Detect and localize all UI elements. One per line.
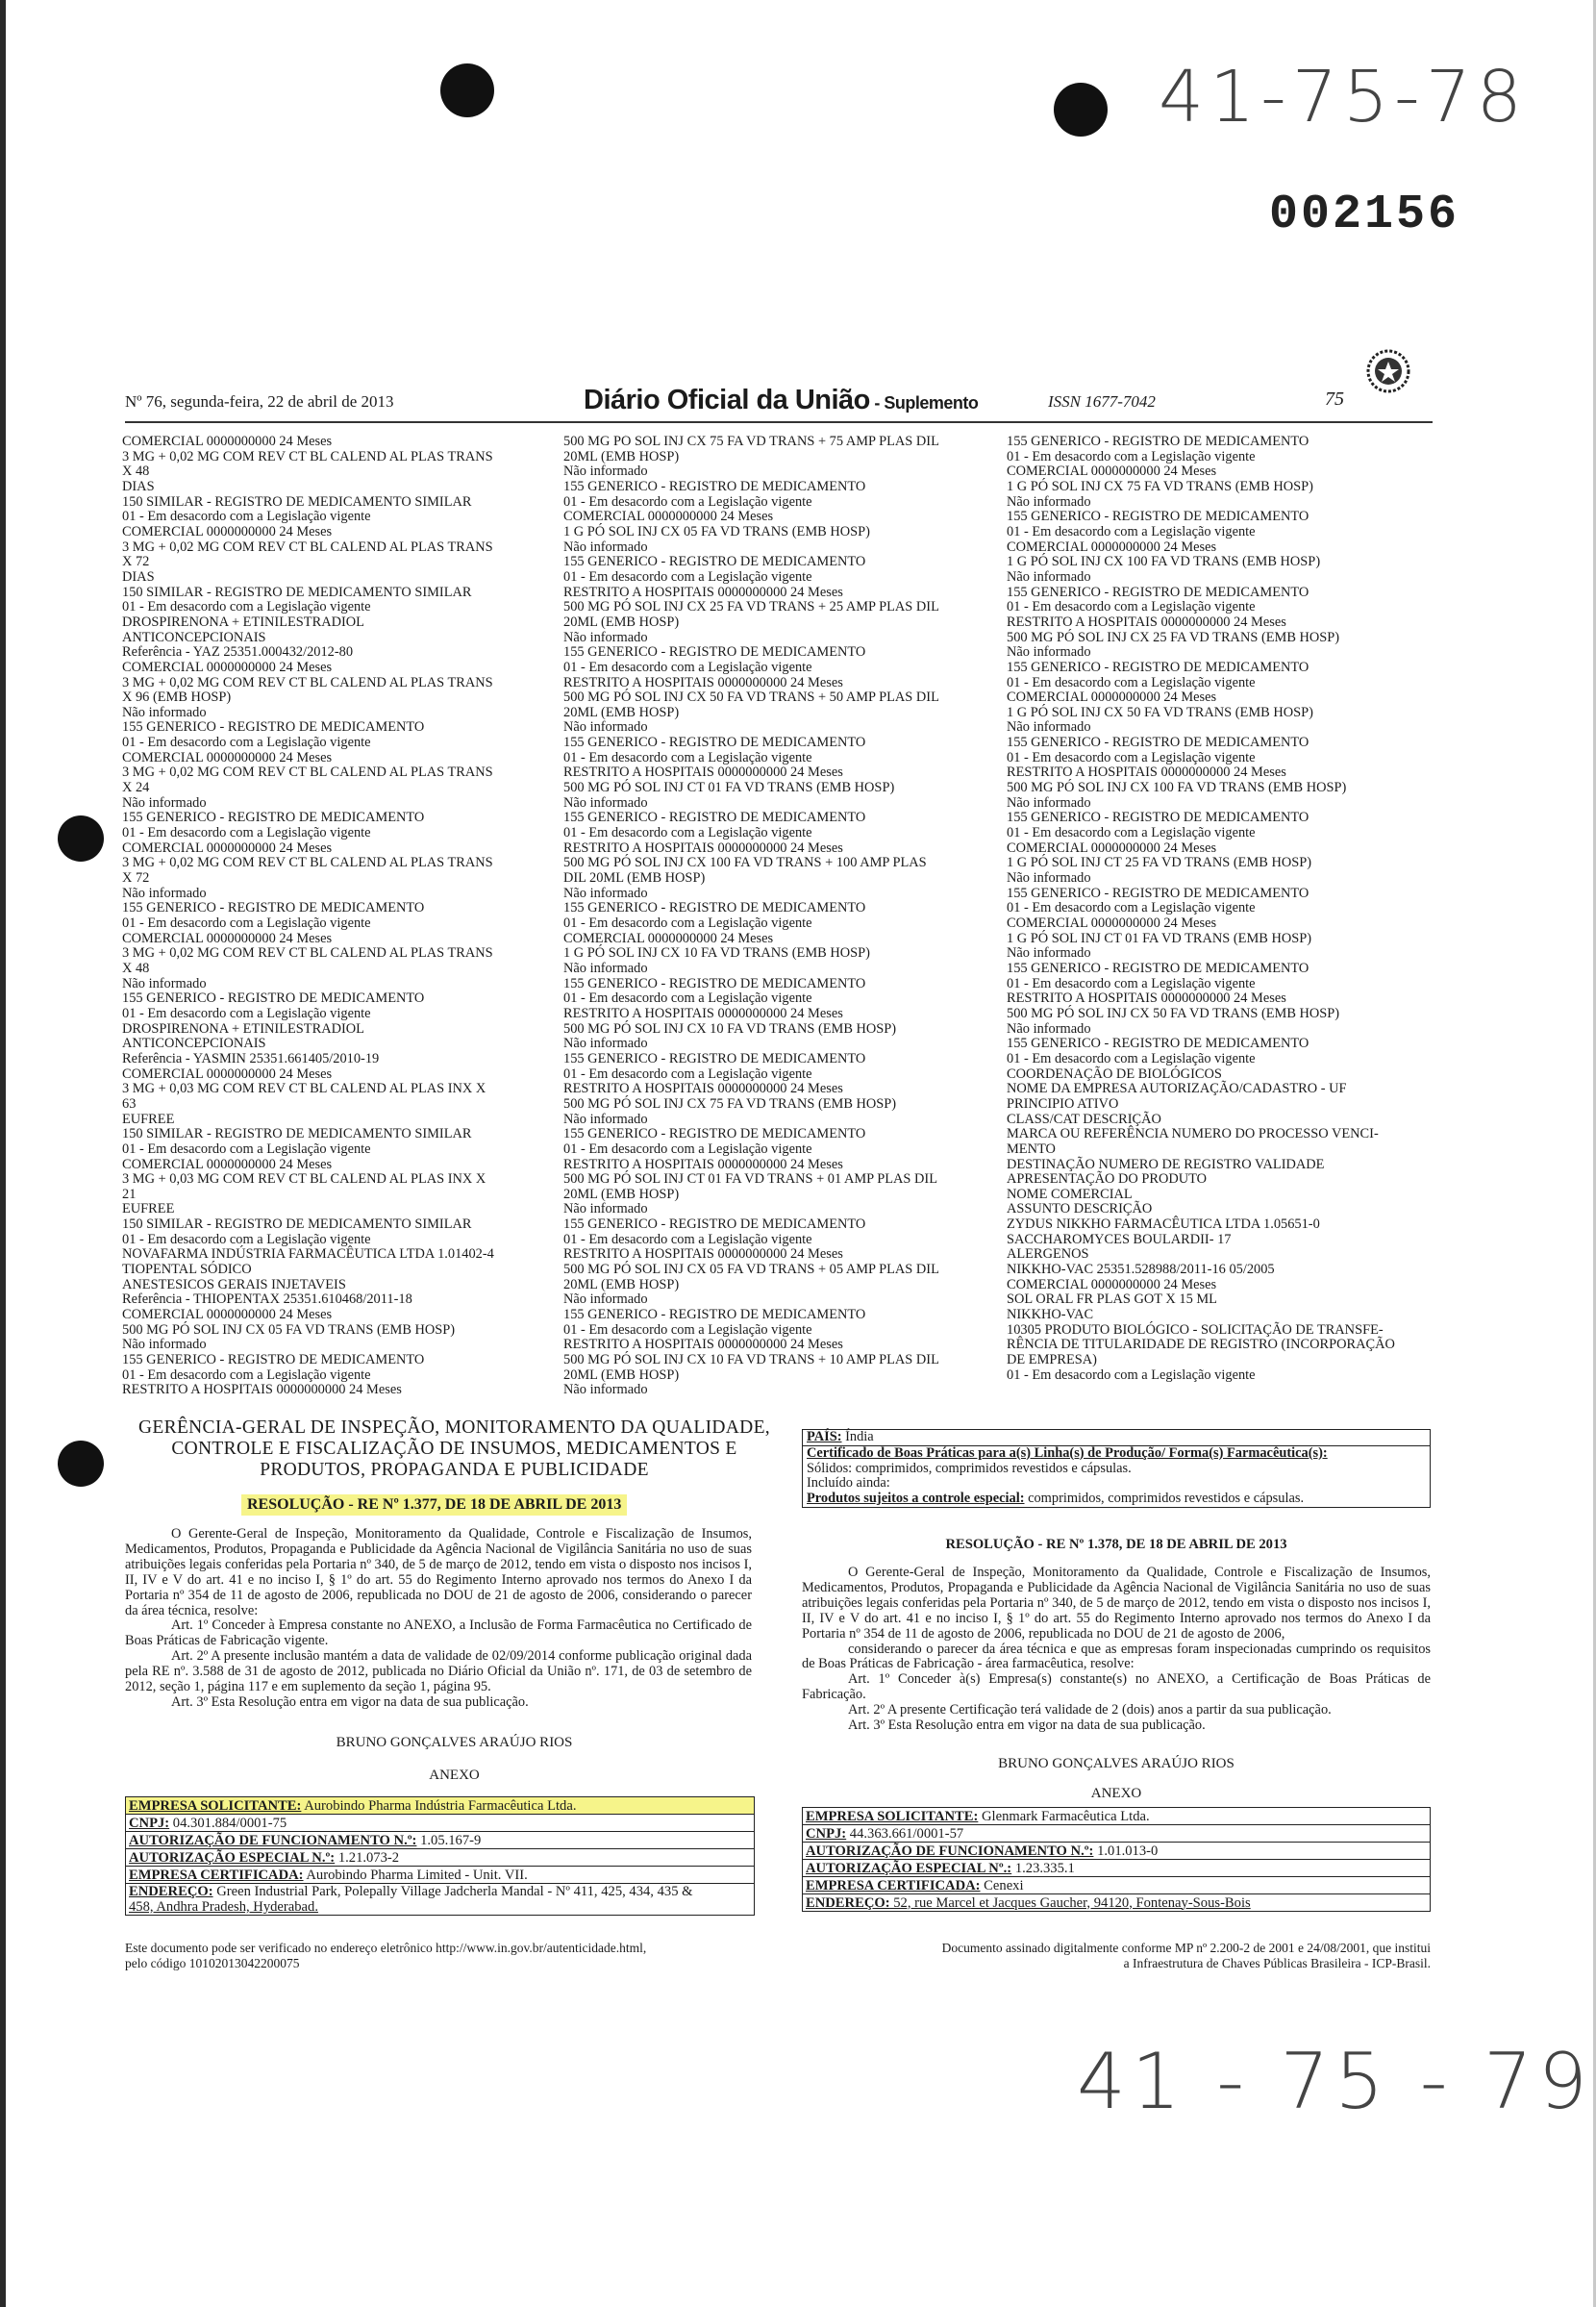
punch-hole <box>440 63 494 117</box>
listing-line: 01 - Em desacordo com a Legislação vigente <box>122 1141 371 1157</box>
listing-line: 01 - Em desacordo com a Legislação vigente <box>122 509 371 525</box>
listing-line: SACCHAROMYCES BOULARDII- 17 <box>1007 1231 1232 1247</box>
annex-row <box>803 1894 1431 1912</box>
listing-line: 500 MG PÓ SOL INJ CX 25 FA VD TRANS + 25 AMP PLAS DIL <box>563 599 939 615</box>
listing-line: 63 <box>122 1095 137 1112</box>
issn: ISSN 1677-7042 <box>1048 392 1156 411</box>
listing-line: 3 MG + 0,03 MG COM REV CT BL CALEND AL PLAS INX X <box>122 1081 486 1097</box>
controlled-row <box>802 1492 1431 1508</box>
listing-line: 155 GENERICO - REGISTRO DE MEDICAMENTO <box>1007 810 1309 826</box>
footer-line: Documento assinado digitalmente conforme MP nº 2.200-2 de 2001 e 24/08/2001, que institui <box>941 1941 1431 1955</box>
listing-line: 01 - Em desacordo com a Legislação vigente <box>1007 825 1256 841</box>
field-value: Aurobindo Pharma Indústria Farmacêutica Ltda. <box>301 1797 577 1814</box>
listing-line: RESTRITO A HOSPITAIS 0000000000 24 Meses <box>563 1156 843 1172</box>
listing-line: 1 G PÓ SOL INJ CX 50 FA VD TRANS (EMB HOSP) <box>1007 704 1313 720</box>
annex-row <box>803 1843 1431 1860</box>
listing-line: COMERCIAL 0000000000 24 Meses <box>1007 539 1217 555</box>
listing-line: 500 MG PÓ SOL INJ CX 75 FA VD TRANS (EMB HOSP) <box>563 1095 897 1112</box>
listing-line: 155 GENERICO - REGISTRO DE MEDICAMENTO <box>563 900 866 916</box>
listing-line: 01 - Em desacordo com a Legislação vigente <box>563 493 812 510</box>
field-value: Green Industrial Park, Polepally Village Jadcherla Mandal - Nº 411, 425, 434, 435 & <box>212 1884 693 1899</box>
listing-line: 1 G PÓ SOL INJ CX 10 FA VD TRANS (EMB HOSP) <box>563 945 870 962</box>
listing-line: Não informado <box>563 1291 648 1308</box>
listing-line: 155 GENERICO - REGISTRO DE MEDICAMENTO <box>563 554 866 570</box>
signer-1: BRUNO GONÇALVES ARAÚJO RIOS <box>336 1735 573 1750</box>
header-rule <box>125 421 1433 423</box>
field-value: Aurobindo Pharma Limited - Unit. VII. <box>303 1867 528 1883</box>
footer-verification <box>125 1941 702 1971</box>
listing-line: DIAS <box>122 568 155 585</box>
listing-line: Não informado <box>1007 719 1091 736</box>
field-value: 1.05.167-9 <box>416 1832 482 1848</box>
field-label: AUTORIZAÇÃO DE FUNCIONAMENTO N.º: <box>129 1832 417 1848</box>
listing-line: 01 - Em desacordo com a Legislação vigente <box>563 915 812 931</box>
listing-line: Não informado <box>563 1201 648 1217</box>
listing-line: 155 GENERICO - REGISTRO DE MEDICAMENTO <box>1007 509 1309 525</box>
listing-line: 01 - Em desacordo com a Legislação vigente <box>122 599 371 615</box>
listing-line: 500 MG PÓ SOL INJ CX 10 FA VD TRANS (EMB HOSP) <box>563 1020 897 1037</box>
listing-line: COMERCIAL 0000000000 24 Meses <box>1007 464 1217 480</box>
listing-line: 10305 PRODUTO BIOLÓGICO - SOLICITAÇÃO DE TRANSFE- <box>1007 1321 1384 1338</box>
listing-line: RESTRITO A HOSPITAIS 0000000000 24 Meses <box>563 840 843 856</box>
listing-line: Referência - YAZ 25351.000432/2012-80 <box>122 644 354 661</box>
listing-line: Não informado <box>1007 945 1091 962</box>
field-value: 44.363.661/0001-57 <box>846 1825 964 1842</box>
listing-line: 20ML (EMB HOSP) <box>563 448 680 464</box>
listing-line: RESTRITO A HOSPITAIS 0000000000 24 Meses <box>563 1337 843 1353</box>
listing-line: MENTO <box>1007 1141 1056 1157</box>
listing-line: 155 GENERICO - REGISTRO DE MEDICAMENTO <box>563 1050 866 1066</box>
listing-line: 150 SIMILAR - REGISTRO DE MEDICAMENTO SIMILAR <box>122 1126 472 1142</box>
listing-line: 01 - Em desacordo com a Legislação vigente <box>122 1367 371 1383</box>
field-label: AUTORIZAÇÃO ESPECIAL N.º: <box>129 1849 336 1866</box>
punch-hole <box>58 1441 104 1487</box>
title-suffix: - Suplemento <box>869 393 979 413</box>
field-label: CNPJ: <box>129 1815 170 1831</box>
listing-line: 01 - Em desacordo com a Legislação vigente <box>1007 523 1256 539</box>
paragraph: Art. 3º Esta Resolução entra em vigor na data de sua publicação. <box>171 1693 529 1710</box>
field-label: ENDEREÇO: <box>129 1884 213 1899</box>
footer-digital-signature <box>846 1941 1431 1971</box>
listing-line: EUFREE <box>122 1201 175 1217</box>
listing-line: 20ML (EMB HOSP) <box>563 1276 680 1292</box>
field-value: 52, rue Marcel et Jacques Gaucher, 94120, Fontenay-Sous-Bois <box>889 1894 1251 1911</box>
listing-line: COMERCIAL 0000000000 24 Meses <box>122 523 333 539</box>
section-title: GERÊNCIA-GERAL DE INSPEÇÃO, MONITORAMENTO DA QUALIDADE, CONTROLE E FISCALIZAÇÃO DE INSUMOS, MEDICAMENTOS E PRODUTOS, PROPAGANDA E PUBLICIDADE <box>138 1417 770 1480</box>
listing-line: COMERCIAL 0000000000 24 Meses <box>1007 840 1217 856</box>
punch-hole <box>1054 83 1108 137</box>
listing-line: 01 - Em desacordo com a Legislação vigente <box>122 915 371 931</box>
listing-line: 155 GENERICO - REGISTRO DE MEDICAMENTO <box>1007 584 1309 600</box>
field-value: Índia <box>841 1429 874 1444</box>
listing-line: Não informado <box>1007 644 1091 661</box>
annex-heading-1: ANEXO <box>429 1768 480 1783</box>
listing-line: 1 G PÓ SOL INJ CT 25 FA VD TRANS (EMB HOSP) <box>1007 855 1312 871</box>
listing-column-2 <box>563 435 986 1398</box>
annex-row <box>803 1825 1431 1843</box>
handwritten-top-ref: 41-75-78 <box>1159 56 1528 138</box>
listing-line: RESTRITO A HOSPITAIS 0000000000 24 Meses <box>563 1005 843 1021</box>
listing-line: Não informado <box>122 1337 207 1353</box>
listing-line: 01 - Em desacordo com a Legislação vigente <box>563 991 812 1007</box>
listing-line: 500 MG PÓ SOL INJ CX 100 FA VD TRANS + 100 AMP PLAS <box>563 855 927 871</box>
handwritten-bottom-ref: 41 - 75 - 79 <box>1077 2037 1593 2126</box>
listing-line: DIAS <box>122 478 155 494</box>
listing-line: 3 MG + 0,02 MG COM REV CT BL CALEND AL PLAS TRANS <box>122 539 493 555</box>
listing-line: X 48 <box>122 960 150 976</box>
listing-line: 01 - Em desacordo com a Legislação vigente <box>1007 900 1256 916</box>
listing-line: 500 MG PÓ SOL INJ CT 01 FA VD TRANS + 01 AMP PLAS DIL <box>563 1171 938 1188</box>
field-value: Glenmark Farmacêutica Ltda. <box>978 1808 1150 1824</box>
listing-line: 500 MG PÓ SOL INJ CX 50 FA VD TRANS + 50 AMP PLAS DIL <box>563 690 939 706</box>
listing-line: 155 GENERICO - REGISTRO DE MEDICAMENTO <box>1007 885 1309 901</box>
listing-line: COMERCIAL 0000000000 24 Meses <box>122 749 333 765</box>
listing-line: SOL ORAL FR PLAS GOT X 15 ML <box>1007 1291 1217 1308</box>
punch-hole <box>58 815 104 862</box>
listing-line: Não informado <box>1007 568 1091 585</box>
field-label: EMPRESA CERTIFICADA: <box>806 1877 981 1893</box>
listing-line: 155 GENERICO - REGISTRO DE MEDICAMENTO <box>122 900 425 916</box>
solids-row: Sólidos: comprimidos, comprimidos revestidos e cápsulas. <box>802 1462 1431 1477</box>
listing-line: Não informado <box>1007 870 1091 887</box>
listing-line: Não informado <box>563 539 648 555</box>
listing-line: 500 MG PÓ SOL INJ CX 100 FA VD TRANS (EMB HOSP) <box>1007 780 1347 796</box>
listing-line: NOME COMERCIAL <box>1007 1186 1133 1202</box>
listing-line: RÊNCIA DE TITULARIDADE DE REGISTRO (INCORPORAÇÃO <box>1007 1337 1395 1353</box>
title-main: Diário Oficial da União <box>584 385 870 415</box>
listing-line: 01 - Em desacordo com a Legislação vigente <box>563 659 812 675</box>
listing-line: PRINCIPIO ATIVO <box>1007 1095 1119 1112</box>
listing-line: 3 MG + 0,02 MG COM REV CT BL CALEND AL PLAS TRANS <box>122 945 493 962</box>
listing-line: RESTRITO A HOSPITAIS 0000000000 24 Meses <box>563 1246 843 1263</box>
listing-line: 20ML (EMB HOSP) <box>563 1186 680 1202</box>
annex-heading-2: ANEXO <box>1090 1786 1142 1801</box>
listing-line: Não informado <box>122 885 207 901</box>
listing-line: 500 MG PÓ SOL INJ CX 10 FA VD TRANS + 10 AMP PLAS DIL <box>563 1352 939 1368</box>
listing-line: 155 GENERICO - REGISTRO DE MEDICAMENTO <box>122 810 425 826</box>
listing-line: COMERCIAL 0000000000 24 Meses <box>122 1307 333 1323</box>
resolution-1378-body <box>802 1566 1431 1734</box>
listing-line: 500 MG PÓ SOL INJ CT 01 FA VD TRANS (EMB HOSP) <box>563 780 895 796</box>
listing-line: Não informado <box>563 1036 648 1052</box>
listing-line: NIKKHO-VAC 25351.528988/2011-16 05/2005 <box>1007 1262 1275 1278</box>
listing-line: RESTRITO A HOSPITAIS 0000000000 24 Meses <box>122 1382 402 1398</box>
listing-line: 01 - Em desacordo com a Legislação vigente <box>1007 1367 1256 1383</box>
listing-line: 500 MG PÓ SOL INJ CX 05 FA VD TRANS + 05 AMP PLAS DIL <box>563 1262 939 1278</box>
listing-line: COMERCIAL 0000000000 24 Meses <box>122 930 333 946</box>
listing-line: Não informado <box>563 794 648 811</box>
listing-line: EUFREE <box>122 1111 175 1127</box>
listing-line: NOME DA EMPRESA AUTORIZAÇÃO/CADASTRO - UF <box>1007 1081 1347 1097</box>
paragraph: Art. 1º Conceder à(s) Empresa(s) constante(s) no ANEXO, a Certificação de Boas Práticas de Fabricação. <box>802 1671 1431 1703</box>
listing-line: COORDENAÇÃO DE BIOLÓGICOS <box>1007 1066 1222 1082</box>
listing-line: RESTRITO A HOSPITAIS 0000000000 24 Meses <box>1007 614 1286 630</box>
listing-line: ANTICONCEPCIONAIS <box>122 629 266 645</box>
listing-line: 155 GENERICO - REGISTRO DE MEDICAMENTO <box>122 1352 425 1368</box>
listing-line: 01 - Em desacordo com a Legislação vigente <box>563 1066 812 1082</box>
listing-line: 20ML (EMB HOSP) <box>563 1367 680 1383</box>
listing-line: Não informado <box>122 975 207 991</box>
listing-line: ANTICONCEPCIONAIS <box>122 1036 266 1052</box>
listing-line: DIL 20ML (EMB HOSP) <box>563 870 706 887</box>
listing-line: 155 GENERICO - REGISTRO DE MEDICAMENTO <box>563 1307 866 1323</box>
listing-line: 01 - Em desacordo com a Legislação vigente <box>1007 975 1256 991</box>
field-value: 04.301.884/0001-75 <box>169 1815 287 1831</box>
listing-line: Não informado <box>563 885 648 901</box>
listing-line: ASSUNTO DESCRIÇÃO <box>1007 1201 1153 1217</box>
field-value: 1.21.073-2 <box>335 1849 400 1866</box>
listing-line: Não informado <box>1007 1020 1091 1037</box>
listing-line: 1 G PÓ SOL INJ CX 05 FA VD TRANS (EMB HOSP) <box>563 523 870 539</box>
listing-line: 01 - Em desacordo com a Legislação vigente <box>122 735 371 751</box>
listing-line: ZYDUS NIKKHO FARMACÊUTICA LTDA 1.05651-0 <box>1007 1216 1320 1233</box>
field-label: EMPRESA CERTIFICADA: <box>129 1867 304 1883</box>
annex-row <box>126 1797 755 1815</box>
listing-line: 150 SIMILAR - REGISTRO DE MEDICAMENTO SIMILAR <box>122 584 472 600</box>
listing-line: 155 GENERICO - REGISTRO DE MEDICAMENTO <box>563 644 866 661</box>
resolution-1377-body <box>125 1527 752 1711</box>
field-value: Cenexi <box>980 1877 1024 1893</box>
field-value: 1.01.013-0 <box>1093 1843 1159 1859</box>
annex-row <box>126 1832 755 1849</box>
paragraph: O Gerente-Geral de Inspeção, Monitoramento da Qualidade, Controle e Fiscalização de Insumos, Medicamentos, Produtos, Propaganda e Publicidade da Agência Nacional de Vigilância Sanitária no uso de suas atribuições legais conferidas pela Portaria nº 340, de 5 de março de 2012, tendo em vista o disposto nos incisos I, II, IV e V do art. 41 e no inciso I, § 1º do art. 55 do Regimento Interno aprovado nos termos do Anexo I da Portaria nº 354 de 11 de agosto de 2006, republicada no DOU de 21 de agosto de 2006, considerando o parecer da área técnica, resolve: <box>125 1526 752 1618</box>
listing-line: RESTRITO A HOSPITAIS 0000000000 24 Meses <box>563 765 843 781</box>
country-block <box>802 1429 1431 1508</box>
listing-line: NIKKHO-VAC <box>1007 1307 1094 1323</box>
paragraph: Art. 3º Esta Resolução entra em vigor na data de sua publicação. <box>848 1718 1206 1734</box>
listing-line: 01 - Em desacordo com a Legislação vigente <box>563 1321 812 1338</box>
listing-line: X 24 <box>122 780 150 796</box>
annex-row <box>803 1860 1431 1877</box>
listing-line: 3 MG + 0,02 MG COM REV CT BL CALEND AL PLAS TRANS <box>122 855 493 871</box>
listing-line: 3 MG + 0,03 MG COM REV CT BL CALEND AL PLAS INX X <box>122 1171 486 1188</box>
listing-line: 01 - Em desacordo com a Legislação vigente <box>1007 1050 1256 1066</box>
annex-row <box>126 1884 755 1916</box>
field-label: AUTORIZAÇÃO DE FUNCIONAMENTO N.º: <box>806 1843 1094 1859</box>
listing-line: 155 GENERICO - REGISTRO DE MEDICAMENTO <box>563 735 866 751</box>
newspaper-title <box>584 385 978 416</box>
field-value: 1.23.335.1 <box>1011 1860 1075 1876</box>
listing-line: APRESENTAÇÃO DO PRODUTO <box>1007 1171 1208 1188</box>
listing-line: 155 GENERICO - REGISTRO DE MEDICAMENTO <box>122 991 425 1007</box>
listing-line: COMERCIAL 0000000000 24 Meses <box>563 930 774 946</box>
footer-line: a Infraestrutura de Chaves Públicas Brasileira - ICP-Brasil. <box>1123 1956 1431 1970</box>
listing-line: MARCA OU REFERÊNCIA NUMERO DO PROCESSO VENCI- <box>1007 1126 1379 1142</box>
stamp-number: 002156 <box>1269 188 1460 242</box>
listing-line: 500 MG PÓ SOL INJ CX 25 FA VD TRANS (EMB HOSP) <box>1007 629 1340 645</box>
field-label: ENDEREÇO: <box>806 1894 890 1911</box>
paragraph: Art. 2º A presente inclusão mantém a data de validade de 02/09/2014 conforme publicação original dada pela RE nº. 3.588 de 31 de agosto de 2012, publicada no Diário Oficial da União nº. 171, de 03 de setembro de 2012, seção 1, página 117 e em suplemento da seção 1, página 95. <box>125 1648 752 1695</box>
listing-line: Não informado <box>122 794 207 811</box>
listing-line: X 96 (EMB HOSP) <box>122 690 232 706</box>
listing-line: 01 - Em desacordo com a Legislação vigente <box>1007 599 1256 615</box>
listing-line: Referência - THIOPENTAX 25351.610468/2011-18 <box>122 1291 412 1308</box>
national-seal-icon <box>1365 348 1411 394</box>
field-label: EMPRESA SOLICITANTE: <box>129 1797 302 1814</box>
listing-line: Não informado <box>563 960 648 976</box>
listing-line: 155 GENERICO - REGISTRO DE MEDICAMENTO <box>1007 735 1309 751</box>
listing-line: 01 - Em desacordo com a Legislação vigente <box>563 568 812 585</box>
resolution-1378-title: RESOLUÇÃO - RE Nº 1.378, DE 18 DE ABRIL DE 2013 <box>945 1537 1287 1552</box>
listing-line: 01 - Em desacordo com a Legislação vigente <box>122 1231 371 1247</box>
listing-line: 155 GENERICO - REGISTRO DE MEDICAMENTO <box>122 719 425 736</box>
listing-line: 20ML (EMB HOSP) <box>563 704 680 720</box>
listing-line: Referência - YASMIN 25351.661405/2010-19 <box>122 1050 380 1066</box>
listing-column-3 <box>1007 435 1428 1383</box>
resolution-1377-title: RESOLUÇÃO - RE Nº 1.377, DE 18 DE ABRIL DE 2013 <box>241 1494 627 1516</box>
listing-line: COMERCIAL 0000000000 24 Meses <box>122 659 333 675</box>
field-label: AUTORIZAÇÃO ESPECIAL Nº.: <box>806 1860 1012 1876</box>
listing-line: 500 MG PÓ SOL INJ CX 05 FA VD TRANS (EMB HOSP) <box>122 1321 456 1338</box>
field-value: 458, Andhra Pradesh, Hyderabad. <box>129 1899 318 1915</box>
annex-row <box>126 1849 755 1867</box>
listing-line: COMERCIAL 0000000000 24 Meses <box>1007 690 1217 706</box>
listing-line: COMERCIAL 0000000000 24 Meses <box>122 840 333 856</box>
listing-line: COMERCIAL 0000000000 24 Meses <box>122 1156 333 1172</box>
listing-line: 3 MG + 0,02 MG COM REV CT BL CALEND AL PLAS TRANS <box>122 765 493 781</box>
annex-row <box>803 1877 1431 1894</box>
listing-column-1 <box>122 435 542 1398</box>
listing-line: 21 <box>122 1186 137 1202</box>
listing-line: COMERCIAL 0000000000 24 Meses <box>563 509 774 525</box>
listing-line: 155 GENERICO - REGISTRO DE MEDICAMENTO <box>563 810 866 826</box>
listing-line: 155 GENERICO - REGISTRO DE MEDICAMENTO <box>563 975 866 991</box>
paragraph: Art. 2º A presente Certificação terá validade de 2 (dois) anos a partir da sua publicação. <box>848 1702 1332 1718</box>
listing-line: X 72 <box>122 870 150 887</box>
listing-line: Não informado <box>563 629 648 645</box>
annex-table-2 <box>802 1807 1431 1912</box>
listing-line: Não informado <box>563 1382 648 1398</box>
listing-line: TIOPENTAL SÓDICO <box>122 1262 252 1278</box>
paragraph: Art. 1º Conceder à Empresa constante no ANEXO, a Inclusão de Forma Farmacêutica no Certificado de Boas Práticas de Fabricação vigente. <box>125 1617 752 1649</box>
listing-line: 155 GENERICO - REGISTRO DE MEDICAMENTO <box>1007 960 1309 976</box>
listing-line: 155 GENERICO - REGISTRO DE MEDICAMENTO <box>1007 659 1309 675</box>
cert-lines-row: Certificado de Boas Práticas para a(s) Linha(s) de Produção/ Forma(s) Farmacêutica(s): <box>802 1445 1431 1462</box>
listing-line: Não informado <box>1007 794 1091 811</box>
listing-line: ALERGENOS <box>1007 1246 1089 1263</box>
listing-line: RESTRITO A HOSPITAIS 0000000000 24 Meses <box>1007 765 1286 781</box>
listing-line: 150 SIMILAR - REGISTRO DE MEDICAMENTO SIMILAR <box>122 493 472 510</box>
listing-line: COMERCIAL 0000000000 24 Meses <box>1007 1276 1217 1292</box>
signer-2: BRUNO GONÇALVES ARAÚJO RIOS <box>998 1756 1234 1771</box>
listing-line: Não informado <box>563 1111 648 1127</box>
listing-line: RESTRITO A HOSPITAIS 0000000000 24 Meses <box>563 1081 843 1097</box>
listing-line: 20ML (EMB HOSP) <box>563 614 680 630</box>
listing-line: DE EMPRESA) <box>1007 1352 1097 1368</box>
listing-line: 500 MG PÓ SOL INJ CX 50 FA VD TRANS (EMB HOSP) <box>1007 1005 1340 1021</box>
listing-line: 01 - Em desacordo com a Legislação vigente <box>563 1231 812 1247</box>
listing-line: 01 - Em desacordo com a Legislação vigente <box>563 825 812 841</box>
annex-row <box>126 1867 755 1884</box>
listing-line: 1 G PÓ SOL INJ CT 01 FA VD TRANS (EMB HOSP) <box>1007 930 1312 946</box>
listing-line: COMERCIAL 0000000000 24 Meses <box>122 1066 333 1082</box>
listing-line: 3 MG + 0,02 MG COM REV CT BL CALEND AL PLAS TRANS <box>122 674 493 690</box>
listing-line: X 72 <box>122 554 150 570</box>
listing-line: NOVAFARMA INDÚSTRIA FARMACÊUTICA LTDA 1.01402-4 <box>122 1246 494 1263</box>
page-number: 75 <box>1325 389 1344 410</box>
listing-line: 3 MG + 0,02 MG COM REV CT BL CALEND AL PLAS TRANS <box>122 448 493 464</box>
country-row <box>802 1429 1431 1445</box>
listing-line: Não informado <box>563 464 648 480</box>
annex-table-1 <box>125 1796 755 1916</box>
listing-line: RESTRITO A HOSPITAIS 0000000000 24 Meses <box>563 674 843 690</box>
listing-line: COMERCIAL 0000000000 24 Meses <box>1007 915 1217 931</box>
listing-line: 155 GENERICO - REGISTRO DE MEDICAMENTO <box>563 1216 866 1233</box>
listing-line: 01 - Em desacordo com a Legislação vigente <box>122 1005 371 1021</box>
listing-line: ANESTESICOS GERAIS INJETAVEIS <box>122 1276 346 1292</box>
listing-line: 155 GENERICO - REGISTRO DE MEDICAMENTO <box>1007 435 1309 449</box>
listing-line: X 48 <box>122 464 150 480</box>
paragraph: considerando o parecer da área técnica e que as empresas foram inspecionadas cumprindo os requisitos de Boas Práticas de Fabricação - área farmacêutica, resolve: <box>802 1641 1431 1672</box>
field-label: PAÍS: <box>807 1429 842 1444</box>
listing-line: CLASS/CAT DESCRIÇÃO <box>1007 1111 1161 1127</box>
listing-line: COMERCIAL 0000000000 24 Meses <box>122 435 333 449</box>
paragraph: O Gerente-Geral de Inspeção, Monitoramento da Qualidade, Controle e Fiscalização de Insumos, Medicamentos, Produtos, Propaganda e Publicidade da Agência Nacional de Vigilância Sanitária no uso de suas atribuições legais conferidas pela Portaria nº 340, de 5 de março de 2012, tendo em vista o disposto nos incisos I, II, IV e V do art. 41 e no inciso I, § 1º do art. 55 do Regimento Interno aprovado nos termos do Anexo I da Portaria nº 354 de 11 de agosto de 2006, republicada no DOU de 21 de agosto de 2006, <box>802 1565 1431 1642</box>
listing-line: 01 - Em desacordo com a Legislação vigente <box>563 1141 812 1157</box>
annex-row <box>803 1808 1431 1825</box>
listing-line: 01 - Em desacordo com a Legislação vigente <box>1007 674 1256 690</box>
listing-line: RESTRITO A HOSPITAIS 0000000000 24 Meses <box>1007 991 1286 1007</box>
footer-line: Este documento pode ser verificado no endereço eletrônico http://www.in.gov.br/autenticidade.html, <box>125 1941 647 1955</box>
listing-line: 150 SIMILAR - REGISTRO DE MEDICAMENTO SIMILAR <box>122 1216 472 1233</box>
listing-line: 1 G PÓ SOL INJ CX 75 FA VD TRANS (EMB HOSP) <box>1007 478 1313 494</box>
listing-line: 01 - Em desacordo com a Legislação vigente <box>122 825 371 841</box>
listing-line: DESTINAÇÃO NUMERO DE REGISTRO VALIDADE <box>1007 1156 1325 1172</box>
field-label: EMPRESA SOLICITANTE: <box>806 1808 979 1824</box>
listing-line: 155 GENERICO - REGISTRO DE MEDICAMENTO <box>563 1126 866 1142</box>
footer-line: pelo código 10102013042200075 <box>125 1956 300 1970</box>
field-label: CNPJ: <box>806 1825 847 1842</box>
listing-line: DROSPIRENONA + ETINILESTRADIOL <box>122 1020 364 1037</box>
listing-line: 1 G PÓ SOL INJ CX 100 FA VD TRANS (EMB HOSP) <box>1007 554 1321 570</box>
issue-line: Nº 76, segunda-feira, 22 de abril de 2013 <box>125 392 394 411</box>
listing-line: Não informado <box>122 704 207 720</box>
listing-line: 01 - Em desacordo com a Legislação vigente <box>1007 448 1256 464</box>
listing-line: RESTRITO A HOSPITAIS 0000000000 24 Meses <box>563 584 843 600</box>
listing-line: DROSPIRENONA + ETINILESTRADIOL <box>122 614 364 630</box>
listing-line: 500 MG PÓ SOL INJ CX 75 FA VD TRANS + 75 AMP PLAS DIL <box>563 435 939 449</box>
listing-line: 01 - Em desacordo com a Legislação vigente <box>563 749 812 765</box>
field-value: comprimidos, comprimidos revestidos e cápsulas. <box>1024 1491 1305 1507</box>
annex-row <box>126 1815 755 1832</box>
included-row: Incluído ainda: <box>802 1476 1431 1492</box>
listing-line: 155 GENERICO - REGISTRO DE MEDICAMENTO <box>1007 1036 1309 1052</box>
listing-line: Não informado <box>1007 493 1091 510</box>
listing-line: 01 - Em desacordo com a Legislação vigente <box>1007 749 1256 765</box>
listing-line: 155 GENERICO - REGISTRO DE MEDICAMENTO <box>563 478 866 494</box>
listing-line: Não informado <box>563 719 648 736</box>
field-label: Produtos sujeitos a controle especial: <box>807 1491 1025 1507</box>
